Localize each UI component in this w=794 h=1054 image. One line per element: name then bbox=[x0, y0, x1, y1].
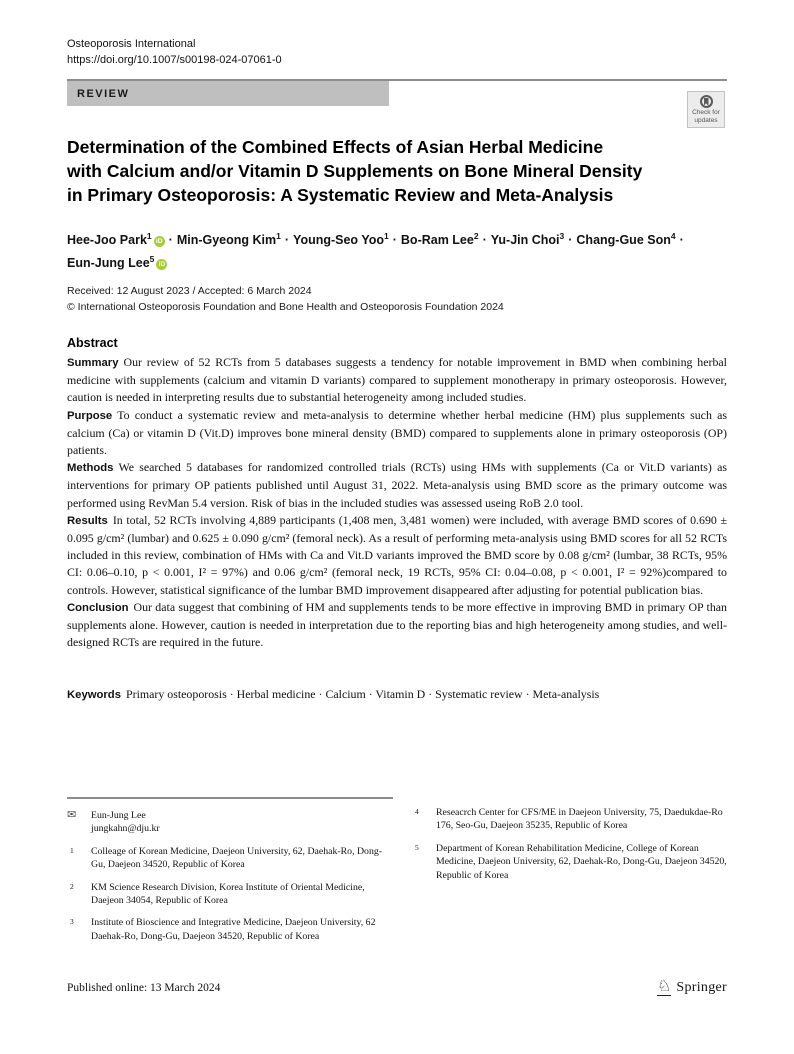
crossmark-icon bbox=[700, 95, 713, 108]
footnotes-left-column bbox=[67, 797, 393, 952]
affiliation-number: 3 bbox=[70, 917, 74, 927]
author: Bo-Ram Lee$^2$ bbox=[400, 231, 479, 248]
check-updates-line1: Check for bbox=[692, 109, 720, 116]
author-list bbox=[67, 227, 727, 273]
abstract-heading: Abstract bbox=[67, 336, 118, 350]
orcid-icon[interactable]: iD bbox=[154, 236, 165, 247]
copyright-line: © International Osteoporosis Foundation and Bone Health and Osteoporosis Foundation 2024 bbox=[67, 300, 504, 313]
section-label: Summary bbox=[67, 357, 119, 369]
author: Min-Gyeong Kim$^1$ bbox=[176, 231, 281, 248]
keywords-label: Keywords bbox=[67, 689, 121, 701]
page-footer bbox=[67, 979, 727, 996]
author: Yu-Jin Choi$^3$ bbox=[490, 231, 565, 248]
affiliation-5: 5 Department of Korean Rehabilitation Medicine, College of Korean Medicine, Daejeon University, 62, Daehak-Ro, Dong-Gu, Daejeon 34520, Republic of Korea bbox=[412, 842, 730, 882]
section-label: Purpose bbox=[67, 409, 113, 422]
affiliation-number: 4 bbox=[415, 807, 419, 816]
author: Young-Seo Yoo$^1$ bbox=[293, 231, 389, 248]
check-for-updates-badge[interactable] bbox=[687, 91, 725, 128]
author: Hee-Joo Park$^1$iD bbox=[67, 233, 165, 247]
abstract-section bbox=[67, 336, 727, 651]
page-title bbox=[67, 135, 747, 207]
affiliation-3: 3 Institute of Bioscience and Integrative Medicine, Daejeon University, 62 Daehak-Ro, Dong-Gu, Daejeon 34520, Republic of Korea bbox=[67, 916, 393, 943]
envelope-icon: ✉ bbox=[67, 809, 77, 821]
doi-link[interactable]: https://doi.org/10.1007/s00198-024-07061-0 bbox=[67, 53, 282, 66]
affiliation-1: 1 Colleage of Korean Medicine, Daejeon University, 62, Daehak-Ro, Dong-Gu, Daejeon 34520, Republic of Korea bbox=[67, 845, 393, 872]
footnote-rule bbox=[67, 797, 393, 799]
affiliation-number: 2 bbox=[70, 881, 74, 891]
section-label: Conclusion bbox=[67, 601, 129, 614]
footnotes-right-column bbox=[412, 806, 730, 891]
abstract-conclusion: Conclusion Our data suggest that combining of HM and supplements tends to be more effective in improving BMD in primary OP than supplements alone. However, caution is needed in interpretation due to the reporting bias and high heterogeneity among studies, and well-designed RCTs are required in the future. bbox=[67, 599, 727, 650]
article-type-label: REVIEW bbox=[77, 87, 130, 100]
abstract-summary: Summary Our review of 52 RCTs from 5 databases suggests a tendency for notable improvement in BMD when combining herbal medicine with supplements (calcium and vitamin D variants) compared to supplement monotherapy in primary osteoporosis. However, caution is needed in interpreting results due to substantial heterogeneity among included studies. bbox=[67, 355, 727, 405]
author-separator: · bbox=[284, 233, 290, 248]
orcid-icon[interactable]: iD bbox=[156, 259, 167, 270]
keywords-line bbox=[67, 687, 727, 702]
check-updates-line2: updates bbox=[694, 116, 718, 124]
author-separator: · bbox=[568, 233, 573, 248]
section-label: Methods bbox=[67, 462, 114, 475]
abstract-methods: Methods We searched 5 databases for randomized controlled trials (RCTs) using HMs with supplements (Ca or Vit.D variants) as interventions for primary OP patients published until August 31, 2022. Meta-analysis using BMD score as the primary outcome was performed using RevMan 5.4 version. Risk of bias in the included studies was assessed useing RoB 2.0 tool. bbox=[67, 460, 727, 510]
author: Chang-Gue Son$^4$ bbox=[576, 231, 676, 248]
title-line-1: Determination of the Combined Effects of Asian Herbal Medicine bbox=[67, 137, 604, 157]
journal-name: Osteoporosis International bbox=[67, 38, 196, 50]
title-line-3: in Primary Osteoporosis: A Systematic Review and Meta-Analysis bbox=[67, 185, 614, 205]
published-online: Published online: 13 March 2024 bbox=[67, 981, 221, 994]
author: Eun-Jung Lee$^5$iD bbox=[67, 256, 167, 270]
author-separator: · bbox=[392, 233, 397, 248]
author-separator: · bbox=[679, 233, 684, 248]
affiliation-4: 4 Reseacrch Center for CFS/ME in Daejeon University, 75, Daedukdae-Ro 176, Seo-Gu, Daejeon 35235, Republic of Korea bbox=[412, 806, 730, 833]
affiliation-number: 1 bbox=[70, 845, 74, 855]
abstract-purpose: Purpose To conduct a systematic review and meta-analysis to determine whether herbal medicine (HM) plus supplements such as calcium (Ca) or vitamin D (Vit.D) improves bone mineral density (BMD) compared to supplements alone in primary osteoporosis (OP) patients. bbox=[67, 407, 727, 458]
title-line-2: with Calcium and/or Vitamin D Supplements on Bone Mineral Density bbox=[67, 161, 643, 181]
correspondence-email[interactable]: jungkahn@dju.kr bbox=[91, 823, 160, 835]
article-meta bbox=[67, 284, 504, 315]
affiliation-number: 5 bbox=[415, 842, 419, 852]
article-type-banner bbox=[67, 81, 389, 106]
springer-horse-icon: ♘ bbox=[657, 978, 672, 995]
journal-header bbox=[67, 37, 282, 68]
publisher-logo bbox=[657, 979, 727, 996]
author-separator: · bbox=[168, 233, 173, 248]
section-label: Results bbox=[67, 514, 108, 527]
abstract-results: Results In total, 52 RCTs involving 4,889 participants (1,408 men, 3,481 women) were included, with average BMD scores of 0.690 ± 0.095 g/cm² (lumbar) and 0.625 ± 0.090 g/cm² (femoral neck). As a result of performing meta-analysis using BMD scores for all 52 RCTs included in this review, combination of HMs with Ca and Vit.D variants improved the BMD score by 0.08 g/cm² (lumbar, 38 RCTs, 95% CI: 0.06–0.10, p < 0.001, I² = 97%) and 0.06 g/cm² (femoral neck, 19 RCTs, 95% CI: 0.04–0.08, p < 0.001, I² = 92%)compared to controls. However, statistical significance of the lumbar BMD improvement disappeared after adjusting for potential publication bias. bbox=[67, 512, 727, 597]
affiliation-2: 2 KM Science Research Division, Korea Institute of Oriental Medicine, Daejeon 34054, Republic of Korea bbox=[67, 881, 393, 908]
correspondence-block bbox=[67, 809, 393, 836]
correspondence-name: Eun-Jung Lee bbox=[91, 810, 146, 821]
bookmark-icon bbox=[704, 98, 709, 106]
author-separator: · bbox=[482, 233, 487, 248]
keywords-text: Primary osteoporosis · Herbal medicine · Calcium · Vitamin D · Systematic review · Meta-analysis bbox=[126, 687, 600, 701]
publisher-name: Springer bbox=[676, 979, 727, 995]
received-accepted: Received: 12 August 2023 / Accepted: 6 March 2024 bbox=[67, 285, 312, 297]
